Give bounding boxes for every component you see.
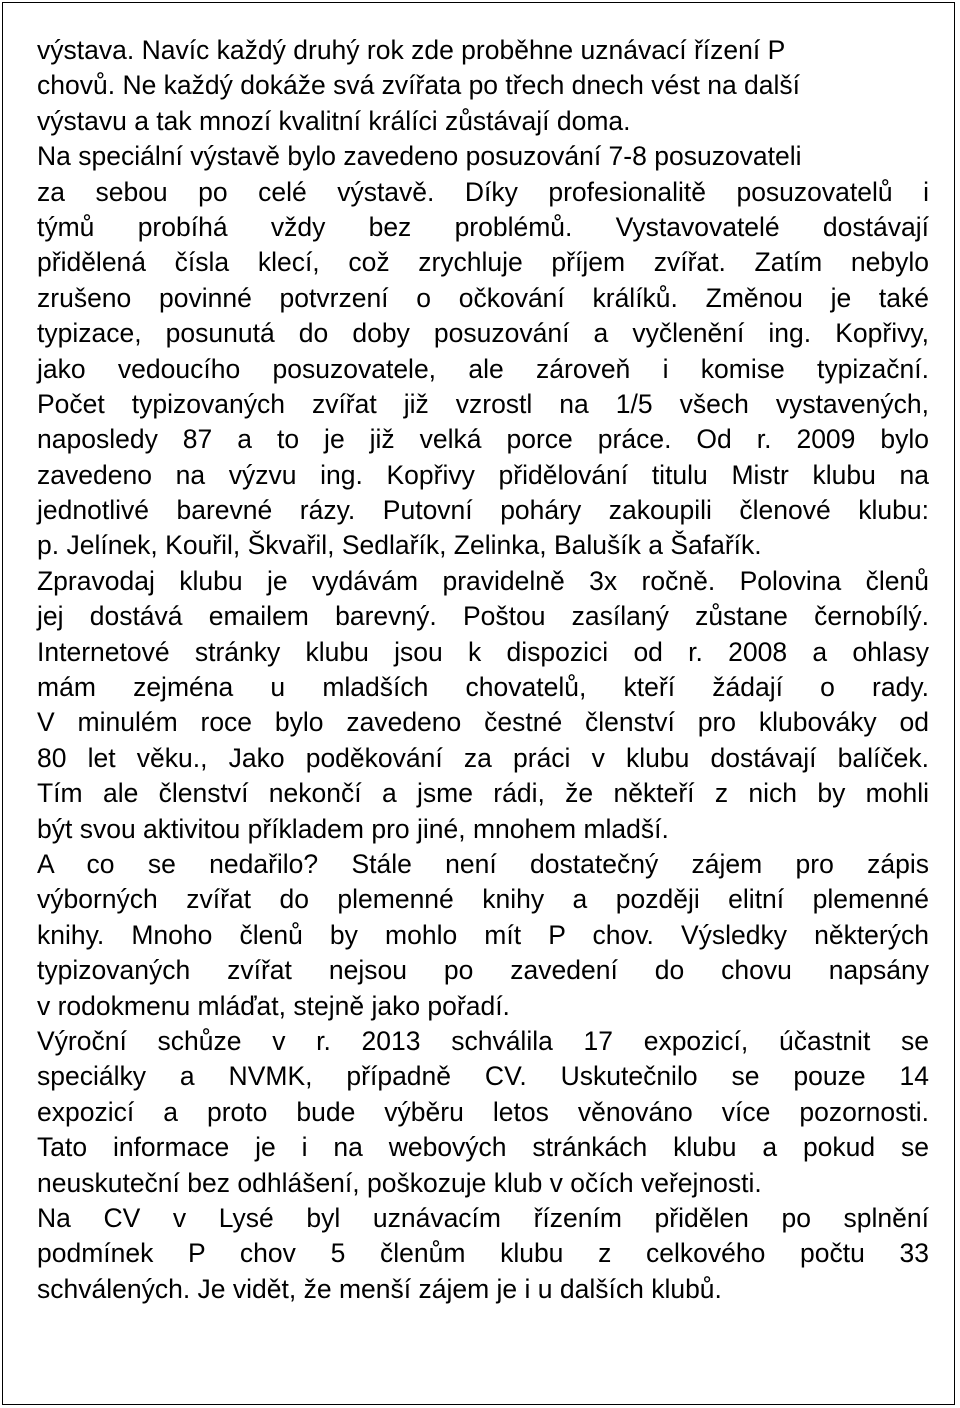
body-text (37, 33, 929, 1307)
text-line: expozicí a proto bude výběru letos věnováno více pozornosti. (37, 1096, 929, 1127)
text-line: výstava. Navíc každý druhý rok zde proběhne uznávací řízení P (37, 35, 786, 65)
text-line: knihy. Mnoho členů by mohlo mít P chov. Výsledky některých (37, 919, 929, 950)
text-line: schválených. Je vidět, že menší zájem je i u dalších klubů. (37, 1273, 722, 1304)
text-line: zavedeno na výzvu ing. Kopřivy přidělování titulu Mistr klubu na (37, 459, 929, 490)
text-line: za sebou po celé výstavě. Díky profesionalitě posuzovatelů i (37, 176, 929, 207)
text-line: Na CV v Lysé byl uznávacím řízením přidělen po splnění (37, 1202, 929, 1233)
text-line: přidělená čísla klecí, což zrychluje příjem zvířat. Zatím nebylo (37, 247, 929, 278)
text-line: Tím ale členství nekončí a jsme rádi, že někteří z nich by mohli (37, 778, 929, 809)
text-line: Zpravodaj klubu je vydávám pravidelně 3x ročně. Polovina členů (37, 565, 929, 596)
text-line: neuskuteční bez odhlášení, poškozuje klub v očích veřejnosti. (37, 1167, 762, 1198)
text-line: naposledy 87 a to je již velká porce práce. Od r. 2009 bylo (37, 424, 929, 455)
text-line: v rodokmenu mláďat, stejně jako pořadí. (37, 990, 510, 1021)
document-page (2, 2, 955, 1405)
text-line: výborných zvířat do plemenné knihy a později elitní plemenné (37, 884, 929, 915)
text-line: zrušeno povinné potvrzení o očkování králíků. Změnou je také (37, 282, 929, 313)
text-line: být svou aktivitou příkladem pro jiné, mnohem mladší. (37, 813, 669, 844)
text-line: V minulém roce bylo zavedeno čestné členství pro klubováky od (37, 707, 929, 738)
text-line: jednotlivé barevné rázy. Putovní poháry zakoupili členové klubu: (37, 495, 929, 526)
text-line: Na speciální výstavě bylo zavedeno posuzování 7-8 posuzovateli (37, 141, 802, 172)
text-line: speciálky a NVMK, případně CV. Uskutečnilo se pouze 14 (37, 1061, 929, 1092)
text-line: A co se nedařilo? Stále není dostatečný zájem pro zápis (37, 848, 929, 879)
text-line: Internetové stránky klubu jsou k dispozici od r. 2008 a ohlasy (37, 636, 929, 667)
text-line: podmínek P chov 5 členům klubu z celkového počtu 33 (37, 1238, 929, 1269)
text-line: p. Jelínek, Kouřil, Škvařil, Sedlařík, Zelinka, Balušík a Šafařík. (37, 530, 762, 561)
text-line: typizovaných zvířat nejsou po zavedení do chovu napsány (37, 955, 929, 986)
text-line: týmů probíhá vždy bez problémů. Vystavovatelé dostávají (37, 211, 929, 242)
text-line: typizace, posunutá do doby posuzování a vyčlenění ing. Kopřivy, (37, 318, 929, 349)
text-line: Počet typizovaných zvířat již vzrostl na 1/5 všech vystavených, (37, 388, 929, 419)
text-line: výstavu a tak mnozí kvalitní králíci zůstávají doma. (37, 105, 631, 136)
text-line: Tato informace je i na webových stránkách klubu a pokud se (37, 1132, 929, 1163)
text-line: Výroční schůze v r. 2013 schválila 17 expozicí, účastnit se (37, 1025, 929, 1056)
text-line: chovů. Ne každý dokáže svá zvířata po třech dnech vést na další (37, 70, 801, 101)
text-line: 80 let věku., Jako poděkování za práci v klubu dostávají balíček. (37, 742, 929, 773)
text-line: jako vedoucího posuzovatele, ale zároveň i komise typizační. (37, 353, 929, 384)
text-line: jej dostává emailem barevný. Poštou zasílaný zůstane černobílý. (37, 601, 929, 632)
text-line: mám zejména u mladších chovatelů, kteří žádají o rady. (37, 672, 929, 703)
